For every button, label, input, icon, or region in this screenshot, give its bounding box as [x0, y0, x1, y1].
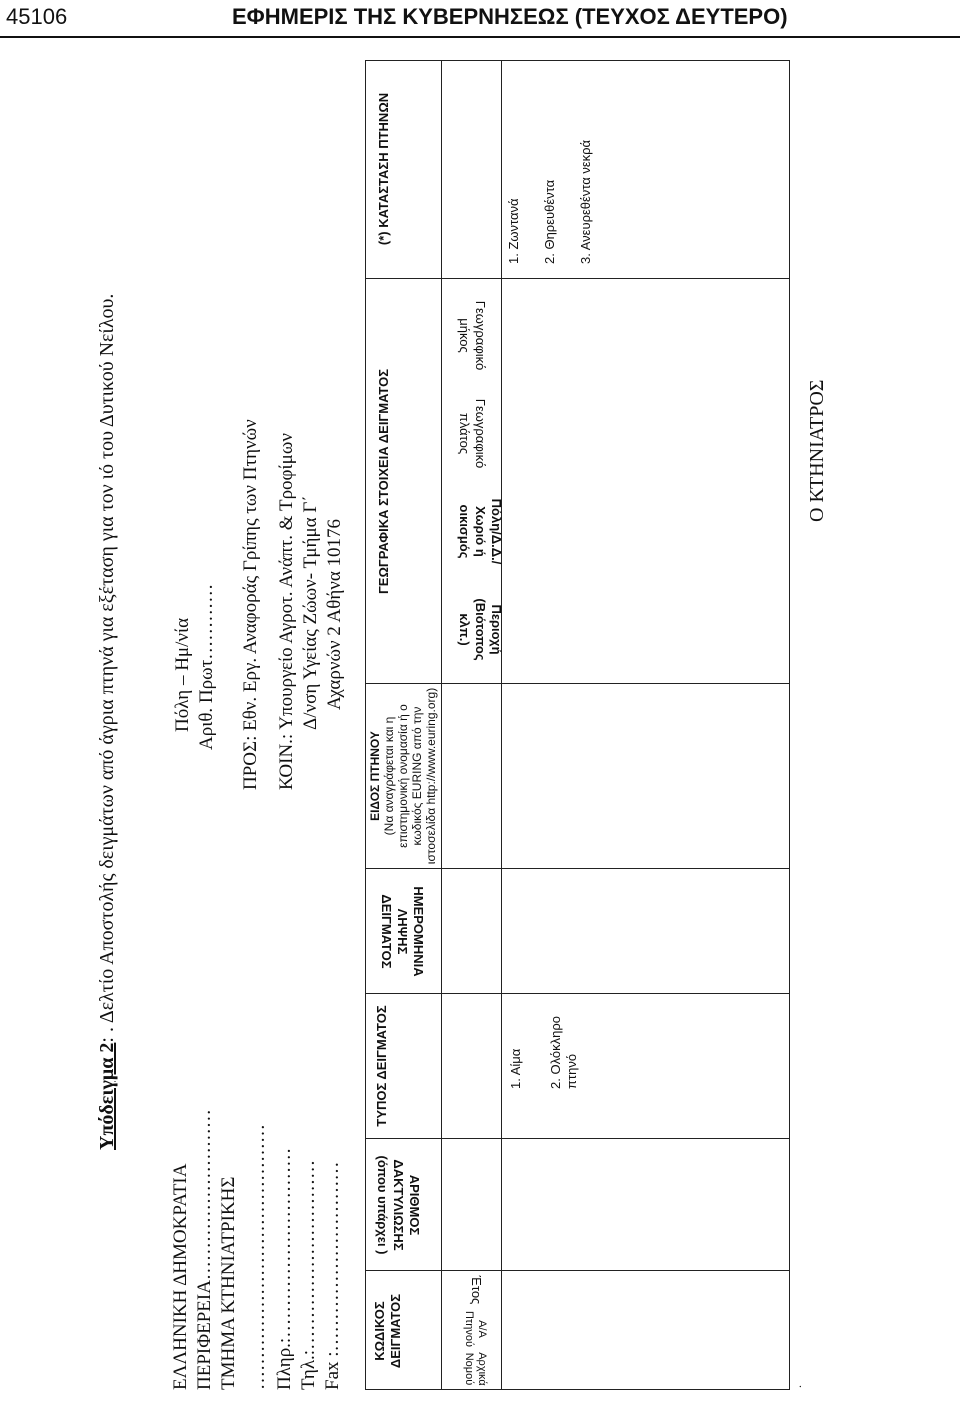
recipient-cc-3: Αχαρνών 2 Αθήνα 10176 — [324, 518, 345, 710]
header-sampling-date: ΗΜΕΡΟΜΗΝΙΑ ΛΗΨΗΣ ΔΕΙΓΜΑΤΟΣ — [379, 886, 426, 977]
subheader-row-divider — [501, 61, 502, 1389]
recipient-cc-2: Δ/νση Υγείας Ζώων- Τμήμα Γ΄ — [300, 495, 321, 730]
annex-title — [96, 294, 119, 1150]
col-divider — [366, 993, 789, 994]
sender-phone: Τηλ.:………………………… — [298, 1159, 319, 1390]
header-sample-type: ΤΥΠΟΣ ΔΕΙΓΜΑΤΟΣ — [374, 1005, 389, 1127]
col-divider — [366, 278, 789, 279]
status-hunted: 2. Θηρευθέντα — [542, 179, 557, 264]
sender-line-4: …………………………………… — [248, 1124, 269, 1390]
col-divider — [366, 683, 789, 684]
sample-type-2: 2. Ολόκληρο πτηνό — [548, 1016, 579, 1089]
sample-type-1: 1. Αίμα — [508, 1048, 523, 1089]
col-divider — [366, 1270, 789, 1271]
header-bird-status: (*) ΚΑΤΑΣΤΑΣΗ ΠΤΗΝΩΝ — [376, 92, 391, 246]
geo-latitude: Γεωγραφικό πλάτος — [457, 398, 488, 469]
sender-contact: Πληρ.:………………………… — [274, 1147, 295, 1390]
geo-city: Πόλη/Δ.Δ./Χωριό ή οικισμός — [457, 498, 504, 565]
page-number: 45106 — [6, 4, 68, 29]
status-found-dead: 3. Ανευρεθέντα νεκρά — [578, 139, 593, 264]
journal-title: ΕΦΗΜΕΡΙΣ ΤΗΣ ΚΥΒΕΡΝΗΣΕΩΣ (ΤΕΥΧΟΣ ΔΕΥΤΕΡΟ) — [232, 4, 788, 29]
col-divider — [366, 1138, 789, 1139]
annex-text: : . Δελτίο Αποστολής δειγμάτων από άγρια πτηνά για εξέταση για τον ιό του Δυτικού Νείλου. — [96, 293, 118, 1043]
sender-line-2: ΠΕΡΙΦΕΡΕΙΑ……………………… — [194, 1109, 215, 1390]
annex-label: Υπόδειγμα 2 — [96, 1042, 118, 1150]
city-date: Πόλη – Ημ/νία — [172, 617, 193, 732]
col-divider — [366, 868, 789, 869]
sample-table — [365, 60, 790, 1390]
sub-initial-county: Αρχικά Νομού — [463, 1352, 488, 1386]
sender-line-1: ΕΛΛΗΝΙΚΗ ΔΗΜΟΚΡΑΤΙΑ — [170, 1163, 191, 1390]
species-title: ΕΙΔΟΣ ΠΤΗΝΟΥ — [368, 731, 382, 821]
header-row-divider — [441, 61, 442, 1389]
recipient-to: ΠΡΟΣ: Εθν. Εργ. Αναφοράς Γρίπης των Πτηνών — [240, 419, 261, 790]
sender-line-3: ΤΜΗΜΑ ΚΤΗΝΙΑΤΡΙΚΗΣ — [218, 1176, 239, 1390]
species-note: (Να αναγράφεται και η επιστημονική ονομασία ή ο κωδικός EURING από την ιστοσελίδα http://www.euring.org) — [382, 687, 438, 865]
header-species — [368, 687, 438, 865]
recipient-cc-1: ΚΟΙΝ.: Υπουργείο Αγροτ. Ανάπτ. & Τροφίμων — [276, 433, 297, 790]
sub-bird-number: Α/Α Πτηνού — [463, 1310, 488, 1348]
status-alive: 1. Ζωντανά — [506, 198, 521, 264]
geo-longitude: Γεωγραφικό μήκος — [457, 300, 488, 371]
sender-fax: Fax :………………………… — [322, 1161, 343, 1390]
header-sample-code: ΚΩΔΙΚΟΣ ΔΕΙΓΜΑΤΟΣ — [372, 1293, 403, 1369]
header-geo: ΓΕΩΓΡΑΦΙΚΑ ΣΤΟΙΧΕΙΑ ΔΕΙΓΜΑΤΟΣ — [376, 368, 391, 595]
veterinarian-signature: Ο ΚΤΗΝΙΑΤΡΟΣ — [806, 379, 828, 522]
footer-dot: . — [790, 1385, 804, 1388]
header-ring-number: ΑΡΙΘΜΟΣ ΔΑΚΤΥΛΙΩΣΗΣ (όπου υπάρχει ) — [375, 1155, 422, 1255]
sub-year: Έτος — [469, 1275, 484, 1305]
geo-area: Περιοχή (Βιότοπος κλπ.) — [457, 598, 504, 661]
protocol-number: Αριθ. Πρωτ………… — [196, 583, 217, 750]
rotated-form — [90, 10, 870, 1390]
